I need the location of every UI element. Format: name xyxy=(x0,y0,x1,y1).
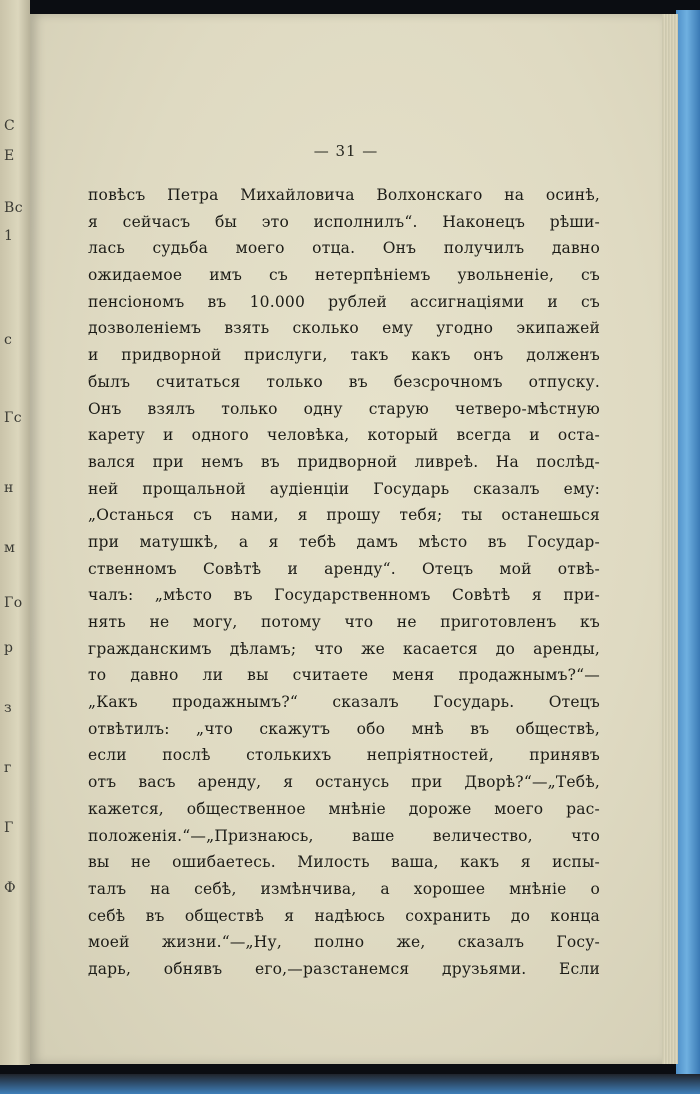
blue-cloth-backdrop xyxy=(676,10,700,1080)
page-number: — 31 — xyxy=(313,142,379,160)
text-line: повѣсъ Петра Михайловича Волхонскаго на осинѣ, xyxy=(88,186,600,204)
text-line: отъ васъ аренду, я останусь при Дворѣ?“—„Тебѣ, xyxy=(88,773,600,792)
text-line: лась судьба моего отца. Онъ получилъ давно xyxy=(88,239,600,258)
text-line: кажется, общественное мнѣніе дороже моего рас- xyxy=(88,799,600,818)
text-line: ственномъ Совѣтѣ и аренду“. Отецъ мой отвѣ- xyxy=(88,559,600,578)
text-line: дарь, обнявъ его,—разстанемся друзьями. Если xyxy=(88,959,600,978)
text-line: былъ считаться только въ безсрочномъ отпуску. xyxy=(88,372,600,391)
text-line: я сейчасъ бы это исполнилъ“. Наконецъ рѣши- xyxy=(88,212,600,231)
text-line: себѣ въ обществѣ я надѣюсь сохранить до конца xyxy=(88,906,600,925)
text-line: положенія.“—„Признаюсь, ваше величество, что xyxy=(88,826,600,845)
text-line: отвѣтилъ: „что скажутъ обо мнѣ въ обществѣ, xyxy=(88,719,600,738)
facing-page-fragment: Ф xyxy=(4,880,17,896)
facing-page-fragment: Го xyxy=(4,595,23,611)
facing-page-fragment: 1 xyxy=(4,228,14,244)
body-text xyxy=(88,182,600,983)
text-line: нять не могу, потому что не приготовленъ къ xyxy=(88,613,600,631)
text-line: ней прощальной аудіенціи Государь сказалъ ему: xyxy=(88,479,600,498)
text-line: вы не ошибаетесь. Милость ваша, какъ я испы- xyxy=(88,853,600,872)
text-line: „Какъ продажнымъ?“ сказалъ Государь. Отецъ xyxy=(88,693,600,712)
facing-page-fragment: Вс xyxy=(4,200,24,216)
text-line: то давно ли вы считаете меня продажнымъ?“— xyxy=(88,666,600,685)
text-line: талъ на себѣ, измѣнчива, а хорошее мнѣніе о xyxy=(88,879,600,898)
text-line: Онъ взялъ только одну старую четверо-мѣстную xyxy=(88,399,600,418)
bottom-backdrop xyxy=(0,1074,700,1094)
facing-page-fragment: Е xyxy=(4,148,15,164)
text-line: дозволеніемъ взять сколько ему угодно экипажей xyxy=(88,319,600,338)
facing-page-fragment: н xyxy=(4,480,14,496)
facing-page-fragment: р xyxy=(4,640,14,656)
text-line: чалъ: „мѣсто въ Государственномъ Совѣтѣ я при- xyxy=(88,586,600,605)
facing-page-fragment: Г xyxy=(4,820,14,836)
page-edges-stack xyxy=(660,14,678,1064)
facing-page-fragment: Гс xyxy=(4,410,23,426)
facing-page-fragment: з xyxy=(4,700,13,716)
text-line: „Останься съ нами, я прошу тебя; ты останешься xyxy=(88,506,600,525)
text-line: и придворной прислуги, такъ какъ онъ долженъ xyxy=(88,346,600,365)
facing-page-fragment: с xyxy=(4,332,13,348)
text-line: карету и одного человѣка, который всегда и оста- xyxy=(88,426,600,445)
facing-page-fragment: С xyxy=(4,118,16,134)
facing-page-edge xyxy=(0,0,30,1065)
text-line: моей жизни.“—„Ну, полно же, сказалъ Госу- xyxy=(88,933,600,952)
text-line: ожидаемое имъ съ нетерпѣніемъ увольненіе, съ xyxy=(88,266,600,285)
facing-page-fragment: м xyxy=(4,540,16,556)
text-line: вался при немъ въ придворной ливреѣ. На послѣд- xyxy=(88,452,600,471)
book-page xyxy=(30,14,662,1064)
facing-page-fragment: г xyxy=(4,760,12,776)
text-line: если послѣ столькихъ непріятностей, принявъ xyxy=(88,746,600,765)
text-line: пенсіономъ въ 10.000 рублей ассигнаціями и съ xyxy=(88,292,600,311)
text-line: гражданскимъ дѣламъ; что же касается до аренды, xyxy=(88,639,600,658)
text-line: при матушкѣ, а я тебѣ дамъ мѣсто въ Государ- xyxy=(88,532,600,551)
